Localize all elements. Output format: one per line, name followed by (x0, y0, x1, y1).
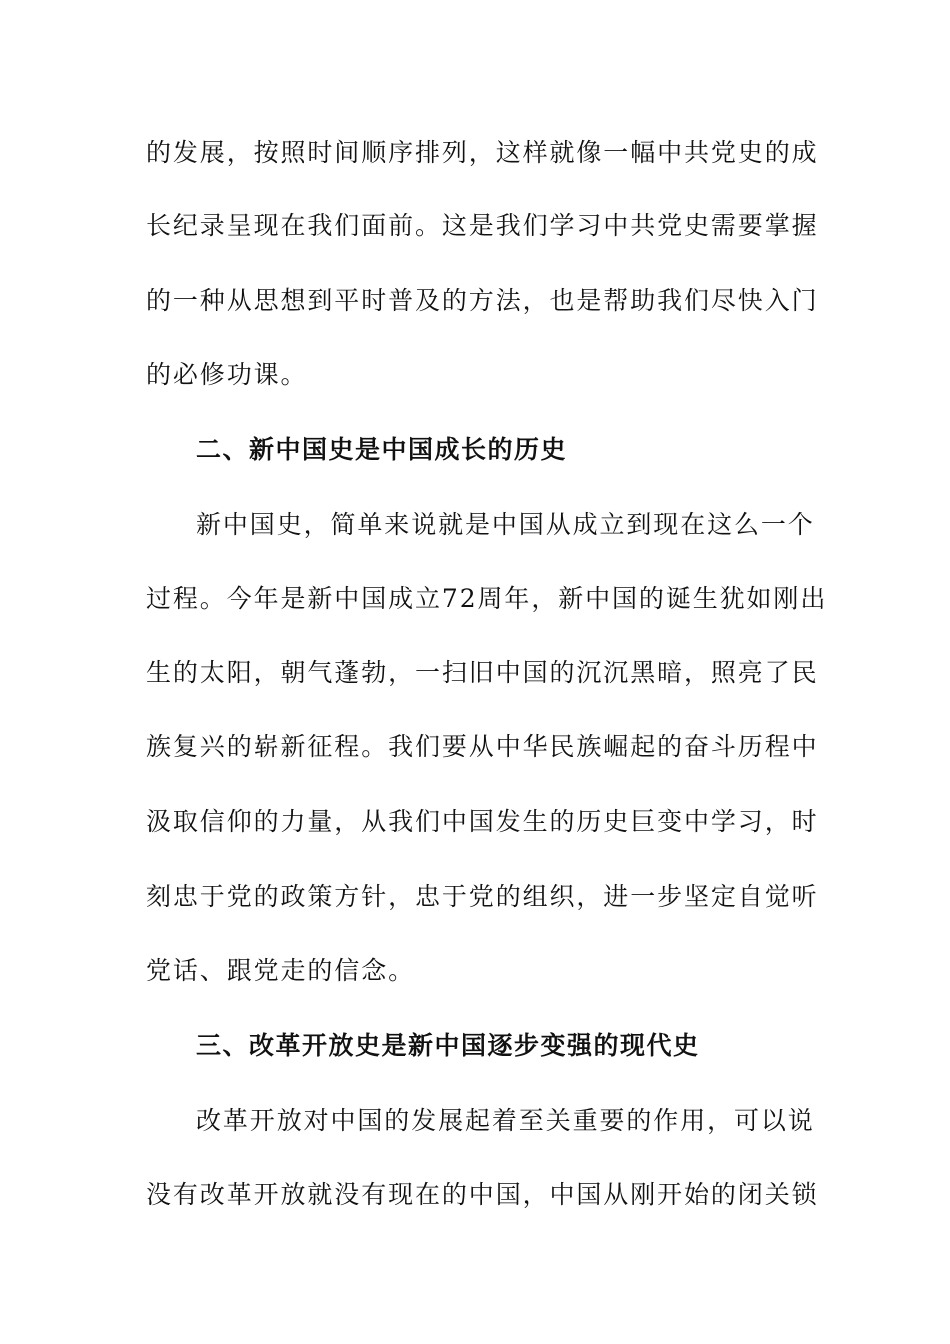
paragraph-line: 生的太阳，朝气蓬勃，一扫旧中国的沉沉黑暗，照亮了民 (146, 658, 819, 687)
paragraph-line: 改革开放对中国的发展起着至关重要的作用，可以说 (196, 1106, 815, 1135)
paragraph-line: 新中国史，简单来说就是中国从成立到现在这么一个 (196, 510, 815, 539)
paragraph-line: 长纪录呈现在我们面前。这是我们学习中共党史需要掌握 (146, 211, 819, 240)
paragraph-line: 过程。今年是新中国成立72周年，新中国的诞生犹如刚出 (146, 584, 828, 613)
paragraph-line: 没有改革开放就没有现在的中国，中国从刚开始的闭关锁 (146, 1180, 819, 1209)
section-heading-2: 二、新中国史是中国成长的历史 (196, 435, 568, 464)
paragraph-line: 汲取信仰的力量，从我们中国发生的历史巨变中学习，时 (146, 807, 819, 836)
paragraph-line: 刻忠于党的政策方针，忠于党的组织，进一步坚定自觉听 (146, 882, 819, 911)
paragraph-line: 的发展，按照时间顺序排列，这样就像一幅中共党史的成 (146, 138, 819, 167)
section-heading-3: 三、改革开放史是新中国逐步变强的现代史 (196, 1031, 700, 1060)
paragraph-line: 的一种从思想到平时普及的方法，也是帮助我们尽快入门 (146, 286, 819, 315)
paragraph-line: 党话、跟党走的信念。 (146, 956, 416, 985)
paragraph-line: 的必修功课。 (146, 360, 308, 389)
paragraph-line: 族复兴的崭新征程。我们要从中华民族崛起的奋斗历程中 (146, 732, 819, 761)
